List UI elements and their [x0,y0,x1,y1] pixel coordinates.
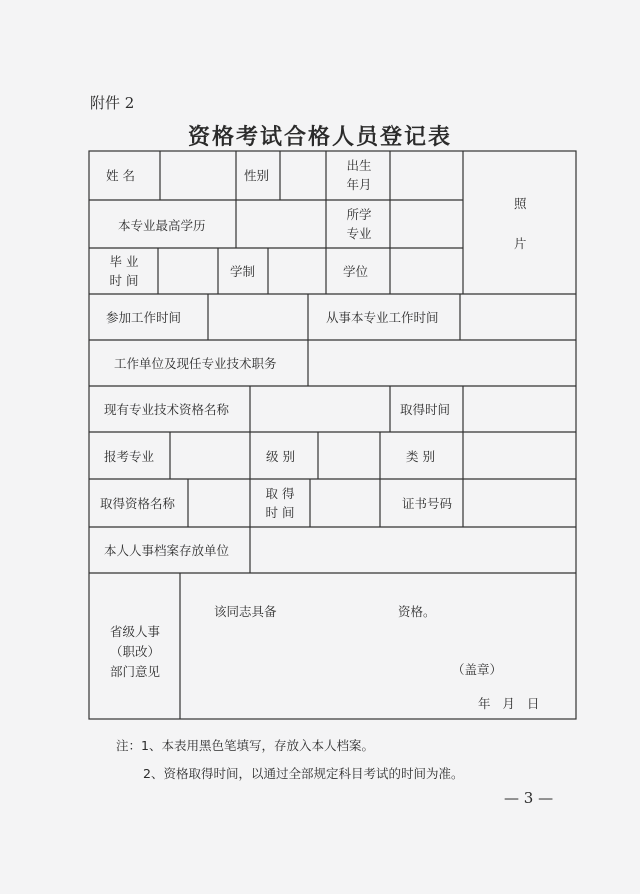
graduation-time-label: 毕 业 时 间 [109,254,139,288]
provincial-opinion-label: 省级人事 （职改） 部门意见 [109,624,160,679]
stamp-label: （盖章） [452,662,503,677]
name-label: 姓 名 [106,168,135,183]
current-qualification-label: 现有专业技术资格名称 [104,402,230,417]
note-2: 2、资格取得时间，以通过全部规定科目考试的时间为准。 [143,766,464,781]
photo-label-bottom: 片 [514,236,527,251]
gender-label: 性别 [244,168,270,183]
employer-position-label: 工作单位及现任专业技术职务 [114,356,277,371]
archive-unit-label: 本人人事档案存放单位 [104,543,230,558]
study-duration-label: 学制 [230,264,256,279]
attachment-label: 附件 2 [90,94,135,112]
exam-major-label: 报考专业 [104,449,155,464]
opinion-text: 该同志具备 [214,604,277,619]
date-label: 年 月 日 [478,696,540,711]
obtain-time-label: 取得时间 [400,402,451,417]
page-title: 资格考试合格人员登记表 [187,124,452,150]
qualification-time-label: 取 得 时 间 [265,486,295,520]
note-1: 注：1、本表用黑色笔填写，存放入本人档案。 [116,738,374,753]
birth-date-label: 出生 年月 [346,158,372,192]
degree-label: 学位 [343,264,369,279]
category-label: 类 别 [406,449,435,464]
certificate-number-label: 证书号码 [402,496,453,511]
opinion-qualification-text: 资格。 [398,604,436,619]
major-studied-label: 所学 专业 [346,207,372,241]
field-work-time-label: 从事本专业工作时间 [326,310,439,325]
level-label: 级 别 [266,449,295,464]
photo-label-top: 照 [514,196,527,211]
qualification-name-label: 取得资格名称 [100,496,176,511]
highest-education-label: 本专业最高学历 [118,218,206,233]
work-start-time-label: 参加工作时间 [106,310,182,325]
page-number: — 3 — [504,789,554,807]
